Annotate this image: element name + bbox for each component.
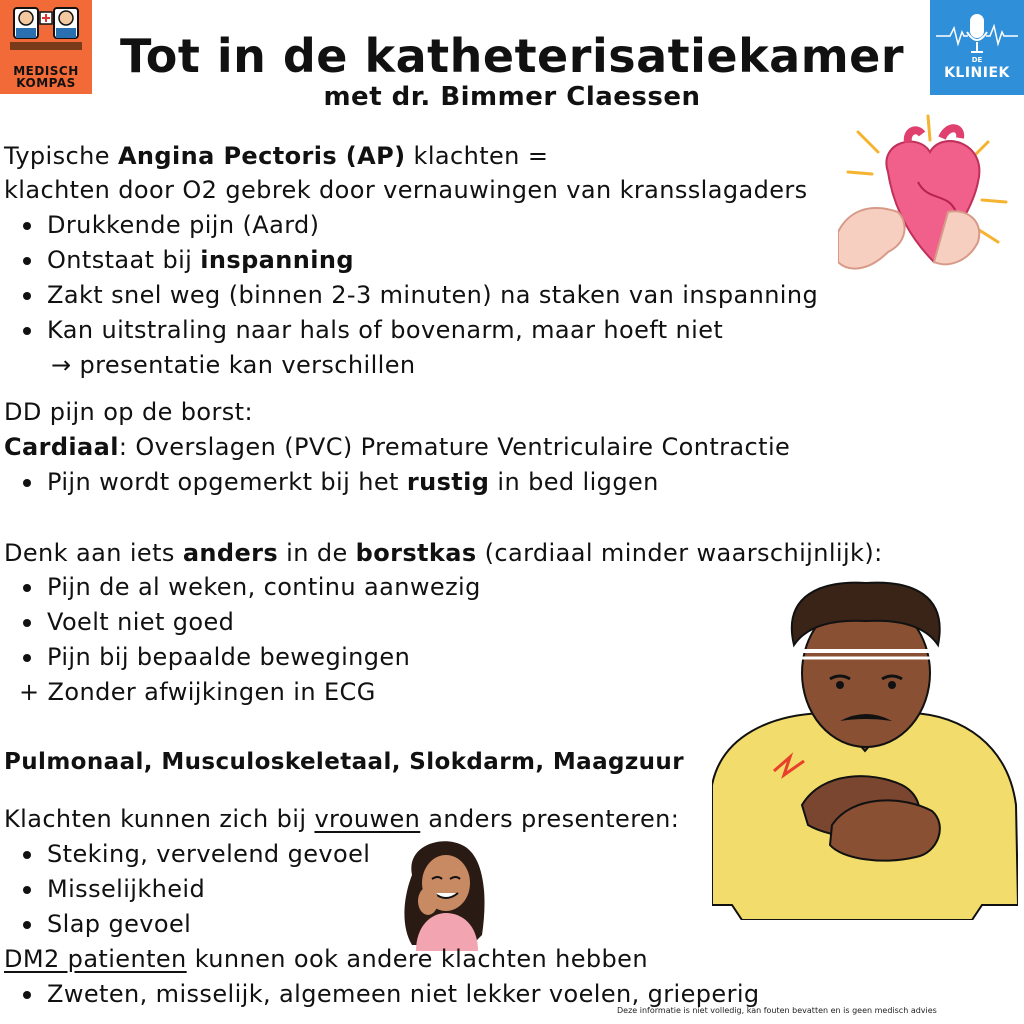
anders-bullet-1: Pijn de al weken, continu aanwezig [47,573,481,601]
page-subtitle: met dr. Bimmer Claessen [323,82,701,112]
vrouwen-heading [4,804,679,834]
vrouwen-bullet-3: Slap gevoel [47,910,192,938]
anders-heading [4,538,883,568]
dm2-bullet-1: Zweten, misselijk, algemeen niet lekker voelen, grieperig [47,980,760,1008]
anders-bullet-2: Voelt niet goed [47,608,235,636]
ap-bullet-4-sub: → presentatie kan verschillen [51,351,416,379]
dd-heading: DD pijn op de borst: [4,398,253,426]
bullet-bold: inspanning [200,246,354,274]
bullet-text: Ontstaat bij [47,246,201,274]
logo-left-line1: MEDISCH [13,64,79,78]
ap-term: Angina Pectoris (AP) [117,142,406,170]
heart-in-hand-illustration [838,112,1014,282]
ap-bullet-1: Drukkende pijn (Aard) [47,211,320,239]
man-chest-pain-illustration [712,575,1018,920]
heading-text-end: anders presenteren: [420,805,680,833]
heading-text: Klachten kunnen zich bij [4,805,315,833]
woman-illustration [392,835,496,951]
ap-bullet-4: Kan uitstraling naar hals of bovenarm, maar hoeft niet [47,316,724,344]
dm2-underlined: DM2 patienten [4,945,187,973]
heading-text-mid: in de [278,539,356,567]
heading-bold-1: anders [182,539,279,567]
page-title: Tot in de katheterisatiekamer [119,29,905,83]
intro-line-2: klachten door O2 gebrek door vernauwingen van kransslagaders [4,176,808,204]
heading-text-end: kunnen ook andere klachten hebben [186,945,648,973]
bullet-text: Pijn wordt opgemerkt bij het [47,468,407,496]
bullet-text-end: in bed liggen [489,468,659,496]
logo-right-small: DE [971,56,983,64]
intro-text-end: klachten = [405,142,549,170]
other-causes: Pulmonaal, Musculoskeletaal, Slokdarm, Maagzuur [4,749,684,775]
intro-text: Typische [4,142,118,170]
heading-text-end: (cardiaal minder waarschijnlijk): [476,539,883,567]
vrouwen-bullet-1: Steking, vervelend gevoel [47,840,371,868]
disclaimer: Deze informatie is niet volledig, kan fouten bevatten en is geen medisch advies [617,1006,937,1015]
heading-text: Denk aan iets [4,539,183,567]
ap-bullet-2 [47,245,354,275]
dm2-heading [4,944,648,974]
cardiaal-term: Cardiaal [4,433,119,461]
dd-cardiaal [4,432,790,462]
intro-line-1 [4,141,548,171]
vrouwen-underlined: vrouwen [314,805,421,833]
anders-plus: + Zonder afwijkingen in ECG [19,678,376,706]
vrouwen-bullet-2: Misselijkheid [47,875,206,903]
anders-bullet-3: Pijn bij bepaalde bewegingen [47,643,411,671]
ap-bullet-3: Zakt snel weg (binnen 2-3 minuten) na staken van inspanning [47,281,819,309]
cardiaal-text: : Overslagen (PVC) Premature Ventriculaire Contractie [118,433,791,461]
heading-bold-2: borstkas [355,539,477,567]
dd-bullet-1 [47,467,659,497]
bullet-bold: rustig [406,468,490,496]
logo-right-name: KLINIEK [944,65,1010,81]
logo-left-line2: KOMPAS [16,76,76,90]
